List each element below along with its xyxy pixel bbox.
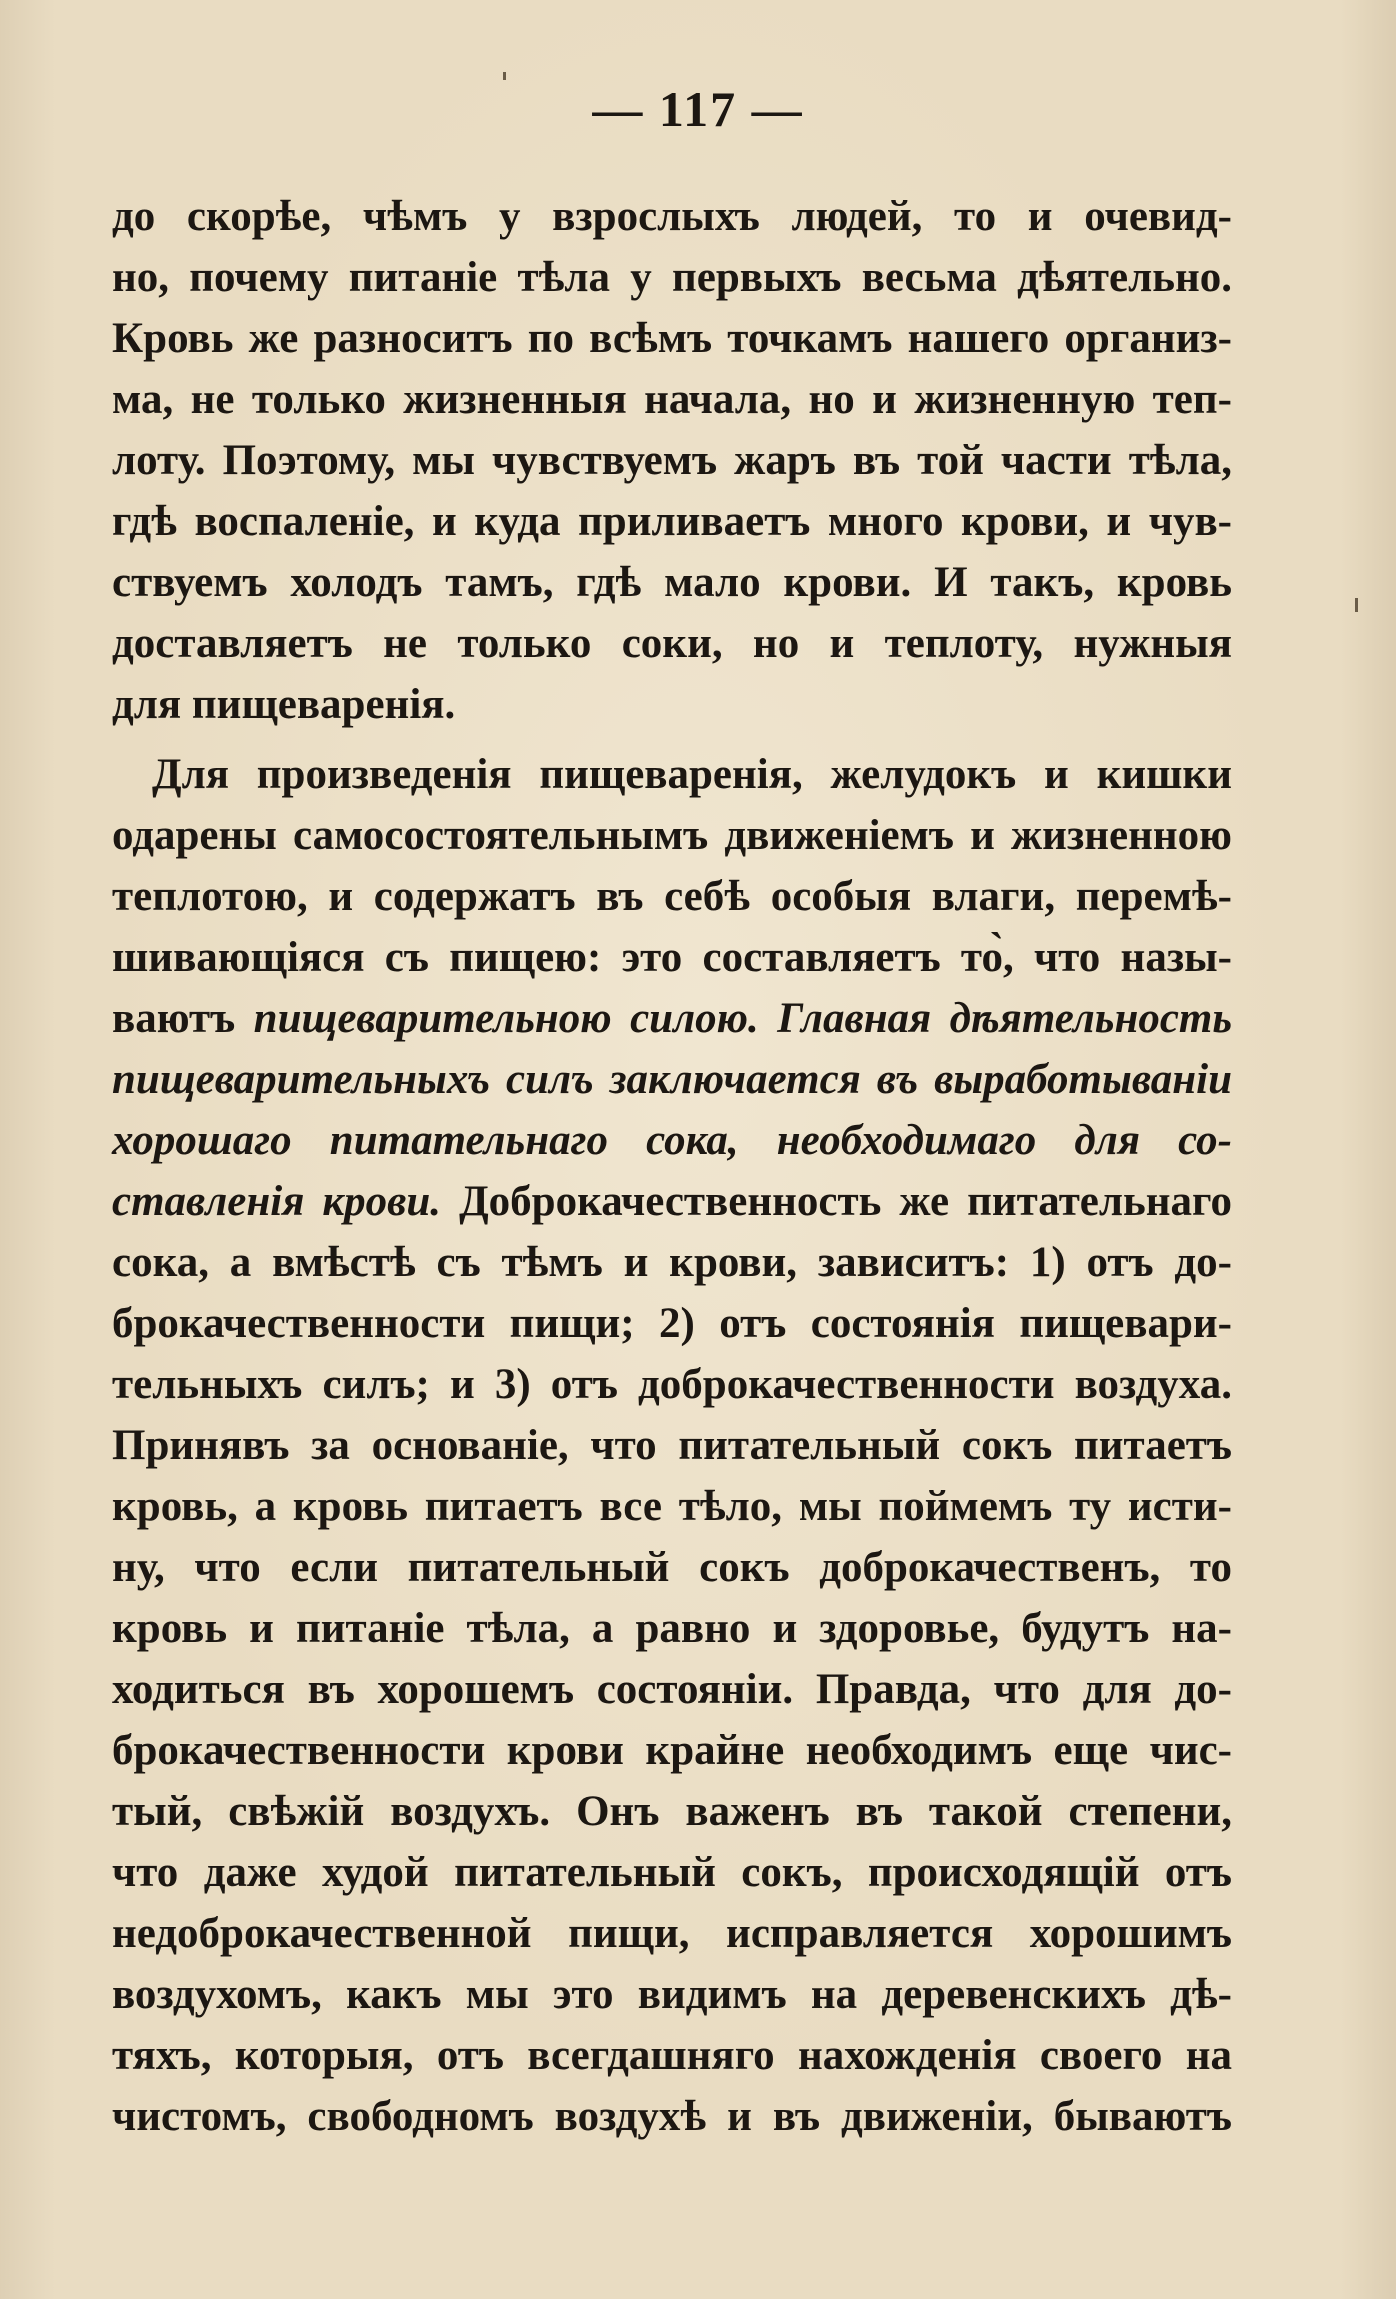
text-line: тяхъ, которыя, отъ всегдашняго нахожденія своего на <box>112 2032 1232 2079</box>
text-line: брокачественности крови крайне необходимъ еще чис- <box>112 1727 1232 1774</box>
text-line: лоту. Поэтому, мы чувствуемъ жаръ въ той части тѣла, <box>112 437 1232 484</box>
text-line: одарены самосостоятельнымъ движеніемъ и жизненною <box>112 812 1232 859</box>
italic-text: ставленія крови. <box>112 1178 442 1225</box>
text-line: сока, а вмѣстѣ съ тѣмъ и крови, зависитъ: 1) отъ до- <box>112 1239 1232 1286</box>
text-line: Кровь же разноситъ по всѣмъ точкамъ нашего организ- <box>112 315 1232 362</box>
paragraph-2 <box>112 744 1232 2147</box>
text-line: воздухомъ, какъ мы это видимъ на деревенскихъ дѣ- <box>112 1971 1232 2018</box>
italic-text: пищеварительныхъ силъ заключается въ выработываніи <box>112 1056 1232 1103</box>
plain-text: Доброкачественность же питательнаго <box>441 1178 1232 1225</box>
text-line: что даже худой питательный сокъ, происходящій отъ <box>112 1849 1232 1896</box>
text-line: ну, что если питательный сокъ доброкачественъ, то <box>112 1544 1232 1591</box>
print-mark <box>503 72 506 80</box>
text-line: шивающіяся съ пищею: это составляетъ то̀, что назы- <box>112 934 1232 981</box>
plain-text: ваютъ <box>112 995 254 1042</box>
italic-text: пищеварительною силою. Главная дѣятельность <box>253 995 1232 1042</box>
text-line: ходиться въ хорошемъ состояніи. Правда, что для до- <box>112 1666 1232 1713</box>
text-line: кровь и питаніе тѣла, а равно и здоровье, будутъ на- <box>112 1605 1232 1652</box>
text-line: недоброкачественной пищи, исправляется хорошимъ <box>112 1910 1232 1957</box>
text-line: но, почему питаніе тѣла у первыхъ весьма дѣятельно. <box>112 254 1232 301</box>
text-line: доставляетъ не только соки, но и теплоту, нужныя <box>112 620 1232 667</box>
text-line: чистомъ, свободномъ воздухѣ и въ движеніи, бываютъ <box>112 2093 1232 2140</box>
paragraph-1 <box>112 186 1232 735</box>
page-number: — 117 — <box>592 81 804 137</box>
text-line-mixed <box>112 1171 1232 1232</box>
text-line: кровь, а кровь питаетъ все тѣло, мы поймемъ ту исти- <box>112 1483 1232 1530</box>
text-line: гдѣ воспаленіе, и куда приливаетъ много крови, и чув- <box>112 498 1232 545</box>
text-line: Принявъ за основаніе, что питательный сокъ питаетъ <box>112 1422 1232 1469</box>
text-line: тельныхъ силъ; и 3) отъ доброкачественности воздуха. <box>112 1361 1232 1408</box>
text-line: тый, свѣжій воздухъ. Онъ важенъ въ такой степени, <box>112 1788 1232 1835</box>
text-line: Для произведенія пищеваренія, желудокъ и кишки <box>152 751 1232 798</box>
italic-text: хорошаго питательнаго сока, необходимаго для со- <box>112 1117 1232 1164</box>
print-mark <box>1355 598 1358 612</box>
text-line: ствуемъ холодъ тамъ, гдѣ мало крови. И такъ, кровь <box>112 559 1232 606</box>
text-line: до скорѣе, чѣмъ у взрослыхъ людей, то и очевид- <box>112 193 1232 240</box>
text-line: ма, не только жизненныя начала, но и жизненную теп- <box>112 376 1232 423</box>
text-line-mixed <box>112 988 1232 1049</box>
text-line: теплотою, и содержатъ въ себѣ особыя влаги, перемѣ- <box>112 873 1232 920</box>
text-line: для пищеваренія. <box>112 681 456 728</box>
text-line: брокачественности пищи; 2) отъ состоянія пищевари- <box>112 1300 1232 1347</box>
